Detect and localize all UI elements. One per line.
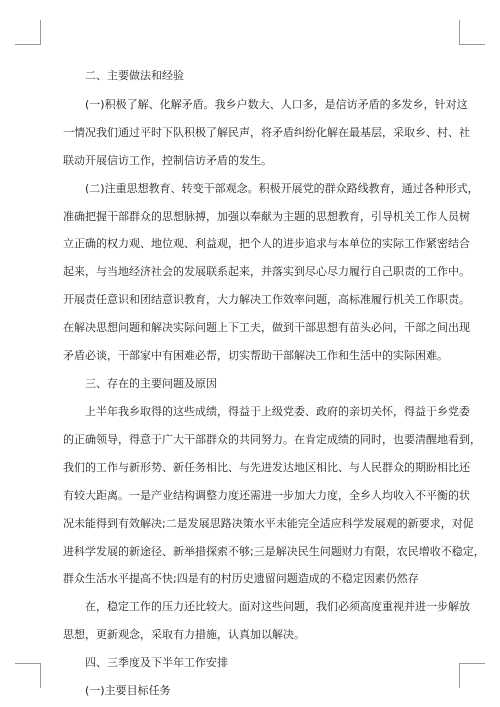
section-heading: 四、三季度及下半年工作安排 (85, 656, 228, 669)
paragraph-line: 在解决思想问题和解决实际问题上下工夫，做到干部思想有苗头必问，干部之间出现 (63, 321, 470, 334)
paragraph-line: 联动开展信访工作，控制信访矛盾的发生。 (63, 154, 272, 167)
paragraph-line: 矛盾必谈，干部家中有困难必帮，切实帮助干部解决工作和生活中的实际困难。 (63, 349, 448, 362)
paragraph-line: 思想，更新观念，采取有力措施，认真加以解决。 (63, 628, 305, 641)
crop-mark-top-left-vertical (40, 20, 41, 45)
paragraph-line: 开展责任意识和团结意识教育，大力解决工作效率问题，高标准履行机关工作职责。 (63, 293, 470, 306)
paragraph-line: 况未能得到有效解决;二是发展思路决策水平未能完全适应科学发展观的新要求，对促 (63, 517, 474, 530)
paragraph-line: 我们的工作与新形势、新任务相比、与先进发达地区相比、与人民群众的期盼相比还 (63, 461, 470, 474)
paragraph-line: 立正确的权力观、地位观、利益观，把个人的进步追求与本单位的实际工作紧密结合 (63, 237, 470, 250)
section-heading: 二、主要做法和经验 (85, 69, 184, 82)
paragraph-line: 有较大距离。一是产业结构调整力度还需进一步加大力度，全乡人均收入不平衡的状 (63, 489, 470, 502)
crop-mark-top-right-horizontal (459, 44, 485, 45)
paragraph-line: 进科学发展的新途径、新举措探索不够;三是解决民生问题财力有限，农民增收不稳定， (63, 545, 485, 558)
crop-mark-bottom-left-vertical (40, 663, 41, 688)
crop-mark-top-left-horizontal (15, 44, 41, 45)
subsection-heading: (一)主要目标任务 (85, 684, 171, 697)
crop-mark-bottom-right-horizontal (459, 663, 485, 664)
crop-mark-top-right-vertical (459, 20, 460, 45)
paragraph-line: 准确把握干部群众的思想脉搏，加强以奉献为主题的思想教育，引导机关工作人员树 (63, 210, 470, 223)
section-heading: 三、存在的主要问题及原因 (85, 377, 217, 390)
paragraph-line: 上半年我乡取得的这些成绩，得益于上级党委、政府的亲切关怀，得益于乡党委 (85, 405, 470, 418)
paragraph-line: 在，稳定工作的压力还比较大。面对这些问题，我们必须高度重视并进一步解放 (85, 600, 470, 613)
paragraph-line: (一)积极了解、化解矛盾。我乡户数大、人口多，是信访矛盾的多发乡，针对这 (85, 98, 468, 111)
paragraph-line: (二)注重思想教育、转变干部观念。积极开展党的群众路线教育，通过各种形式， (85, 182, 479, 195)
paragraph-line: 起来，与当地经济社会的发展联系起来，并落实到尽心尽力履行自己职责的工作中。 (63, 265, 470, 278)
paragraph-line: 一情况我们通过平时下队积极了解民声，将矛盾纠纷化解在最基层，采取乡、村、社 (63, 126, 470, 139)
crop-mark-bottom-left-horizontal (15, 663, 41, 664)
crop-mark-bottom-right-vertical (459, 663, 460, 688)
paragraph-line: 群众生活水平提高不快;四是有的村历史遗留问题造成的不稳定因素仍然存 (63, 572, 419, 585)
paragraph-line: 的正确领导，得意于广大干部群众的共同努力。在肯定成绩的同时，也要清醒地看到， (63, 433, 481, 446)
